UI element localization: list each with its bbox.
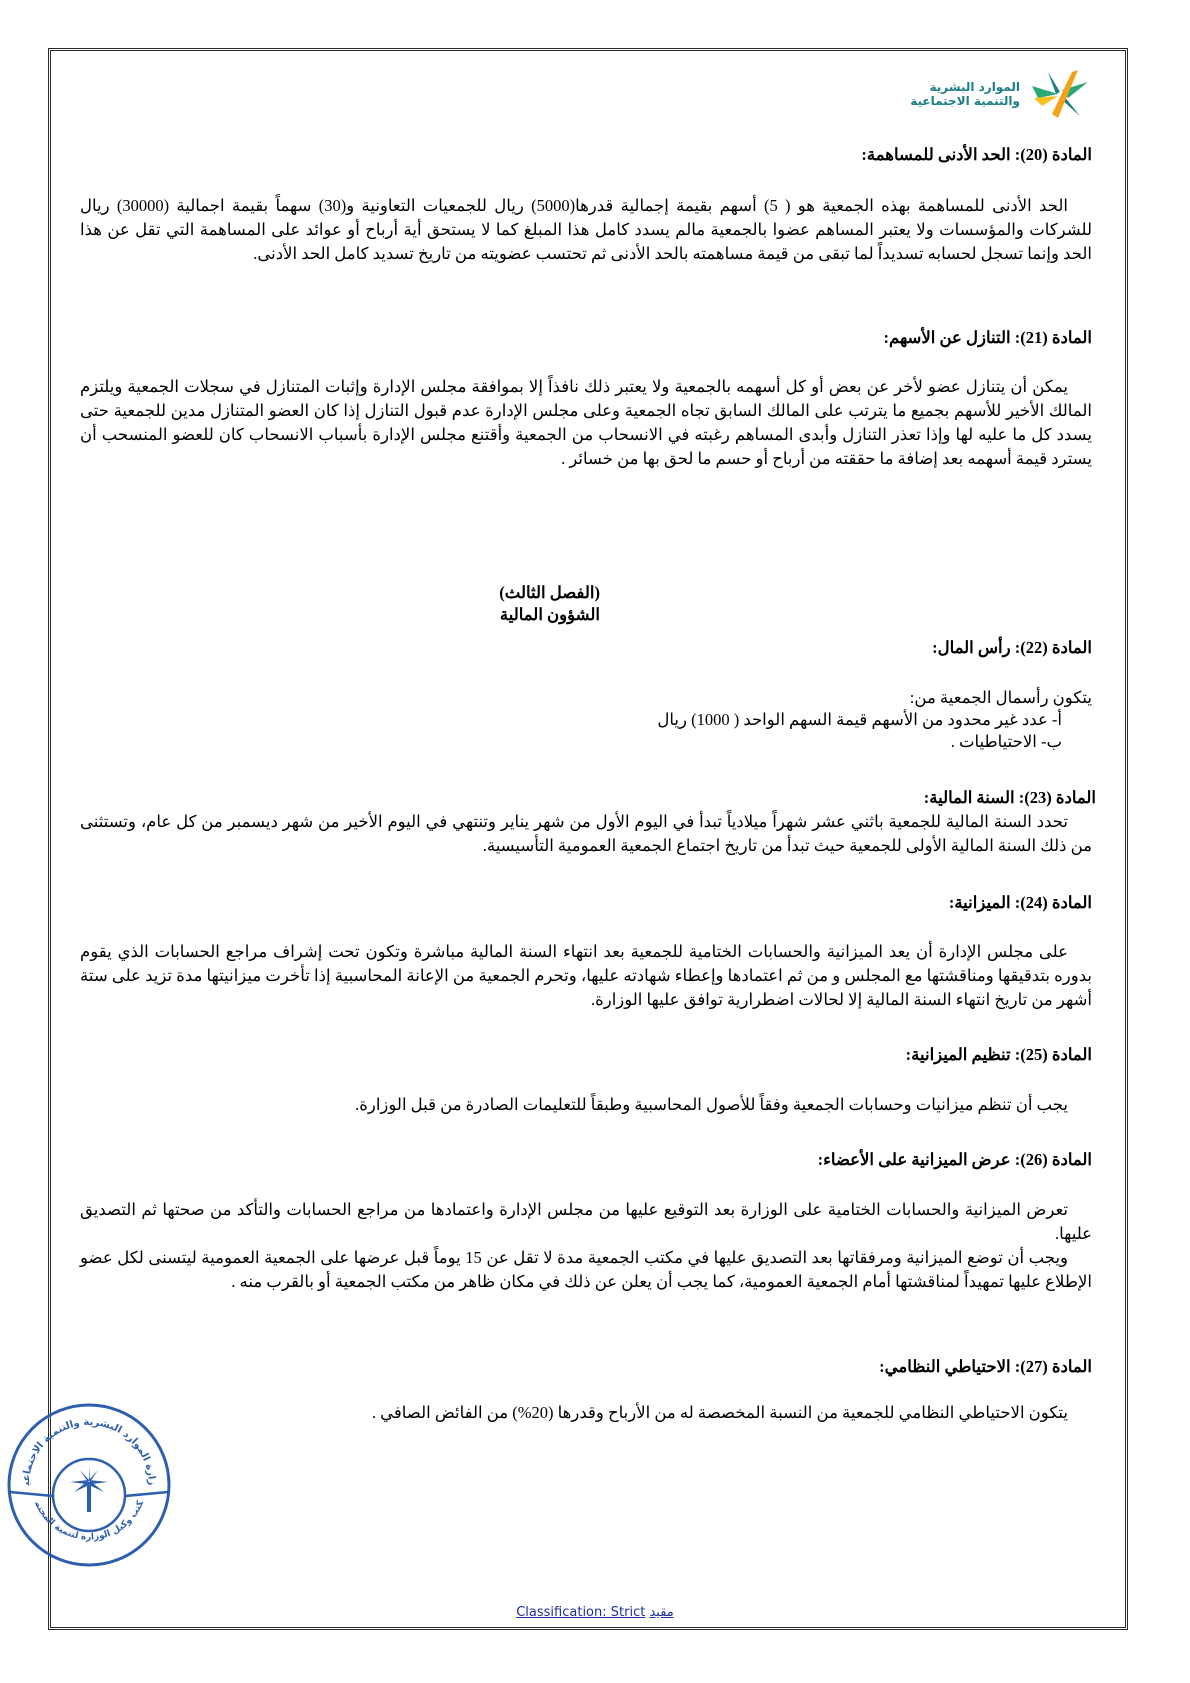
article-23-title: المادة (23): السنة المالية: — [923, 788, 1096, 807]
article-21-text: يمكن أن يتنازل عضو لأخر عن بعض أو كل أسهمه بالجمعية ولا يعتبر ذلك نافذاً إلا بموافقة مجلس الإدارة وإثبات المتنازل في سجلات الجمعية ويلتزم المالك الأخير للأسهم بجميع ما يترتب على المالك السابق تجاه الجمعية وعلى مجلس الإدارة عدم قبول التنازل إذا كان العضو المتنازل مدين للجمعية حتى يسدد كل ما عليه لها وإذا تعذر التنازل وأبدى المساهم رغبته في الانسحاب من الجمعية وأقتنع مجلس الإدارة بأسباب الانسحاب كان للعضو المنسحب أن يسترد قيمة أسهمه بعد إضافة ما حققته من أرباح أو حسم ما لحق بها من خسائر . — [80, 377, 1092, 468]
article-26-title: المادة (26): عرض الميزانية على الأعضاء: — [817, 1150, 1092, 1169]
chapter-title: الشؤون المالية — [499, 605, 600, 624]
palm-tree-icon — [70, 1466, 108, 1512]
article-27-title: المادة (27): الاحتياطي النظامي: — [879, 1357, 1092, 1376]
article-27-text: يتكون الاحتياطي النظامي للجمعية من النسبة المخصصة له من الأرباح وقدرها (20%) من الفائض الصافي . — [371, 1403, 1068, 1422]
svg-text:وزارة الموارد البشرية والتنمية — [4, 1400, 157, 1487]
stamp-bottom-text: كتب وكيل الوزارة لتنمية المجتم — [32, 1499, 147, 1543]
article-21-title: المادة (21): التنازل عن الأسهم: — [883, 328, 1092, 347]
article-22-intro: يتكون رأسمال الجمعية من: — [909, 688, 1092, 707]
article-25-title: المادة (25): تنظيم الميزانية: — [905, 1045, 1092, 1064]
chapter-number: (الفصل الثالث) — [499, 583, 600, 602]
article-20-title: المادة (20): الحد الأدنى للمساهمة: — [861, 145, 1092, 164]
stamp-seal-icon — [4, 1400, 174, 1570]
logo-line-2: والتنمية الاجتماعية — [910, 94, 1020, 108]
logo-line-1: الموارد البشرية — [929, 80, 1020, 94]
article-24-title: المادة (24): الميزانية: — [948, 893, 1092, 912]
article-20-text: الحد الأدنى للمساهمة بهذه الجمعية هو ( 5) أسهم بقيمة إجمالية قدرها(5000) ريال للجمعيات التعاونية و(30) سهماً بقيمة اجمالية (30000) ريال للشركات والمؤسسات ولا يعتبر المساهم عضوا بالجمعية مالم يسدد كامل هذا المبلغ كما لا يستحق أية أرباح أو عوائد على المساهمة التي تقل عن هذا الحد وإنما تسجل لحسابه تسديداً لما تبقى من قيمة مساهمته بالحد الأدنى ثم تحتسب عضويته من تاريخ تسديد كامل الحد الأدنى. — [80, 196, 1092, 263]
classification-label: Classification: Strict — [516, 1605, 646, 1620]
chapter-heading — [499, 582, 600, 626]
article-22-title: المادة (22): رأس المال: — [932, 638, 1092, 657]
article-26-text-1: تعرض الميزانية والحسابات الختامية على الوزارة بعد التوقيع عليها من مجلس الإدارة واعتمادها من مراجع الحسابات والتأكد من صحتها ثم التصديق عليها. — [80, 1200, 1092, 1243]
classification-footer — [0, 1605, 1190, 1620]
logo-text — [910, 80, 1020, 108]
article-22-item-b: ب- الاحتياطيات . — [950, 732, 1062, 751]
article-26-text-2: ويجب أن توضع الميزانية ومرفقاتها بعد التصديق عليها في مكتب الجمعية مدة لا تقل عن 15 يوماً قبل عرضها على الجمعية العمومية ليتسنى لكل عضو الإطلاع عليها تمهيداً لمناقشتها أمام الجمعية العمومية، كما يجب أن يعلن عن ذلك في مكان ظاهر من مكتب الجمعية أو بالقرب منه . — [80, 1248, 1092, 1291]
article-23-text: تحدد السنة المالية للجمعية باثني عشر شهراً ميلادياً تبدأ في اليوم الأول من شهر يناير وتنتهي في اليوم الأخير من شهر ديسمبر من كل عام، وتستثنى من ذلك السنة المالية الأولى للجمعية حيث تبدأ من تاريخ اجتماع الجمعية العمومية التأسيسية. — [80, 812, 1092, 855]
star-logo-icon — [1028, 68, 1092, 120]
article-22-item-a: أ- عدد غير محدود من الأسهم قيمة السهم الواحد ( 1000) ريال — [657, 710, 1062, 729]
ministry-logo — [910, 68, 1092, 120]
article-25-text: يجب أن تنظم ميزانيات وحسابات الجمعية وفقاً للأصول المحاسبية وطبقاً للتعليمات الصادرة من قبل الوزارة. — [355, 1095, 1068, 1114]
article-24-text: على مجلس الإدارة أن يعد الميزانية والحسابات الختامية للجمعية بعد انتهاء السنة المالية مباشرة وتكون تحت إشراف مراجع الحسابات الذي يقوم بدوره بتدقيقها ومناقشتها مع المجلس و من ثم اعتمادها وإعطاء شهادته عليها، وتحرم الجمعية من الإعانة المحاسبية إذا تأخرت ميزانيتها مدة تزيد على ستة أشهر من تاريخ انتهاء السنة المالية إلا لحالات اضطرارية توافق عليها الوزارة. — [80, 942, 1092, 1009]
official-stamp — [4, 1400, 174, 1570]
stamp-top-text: زارة الموارد البشرية والتنمية الاجتماعية — [20, 1416, 158, 1486]
classification-label-arabic: مقيد — [649, 1605, 674, 1620]
